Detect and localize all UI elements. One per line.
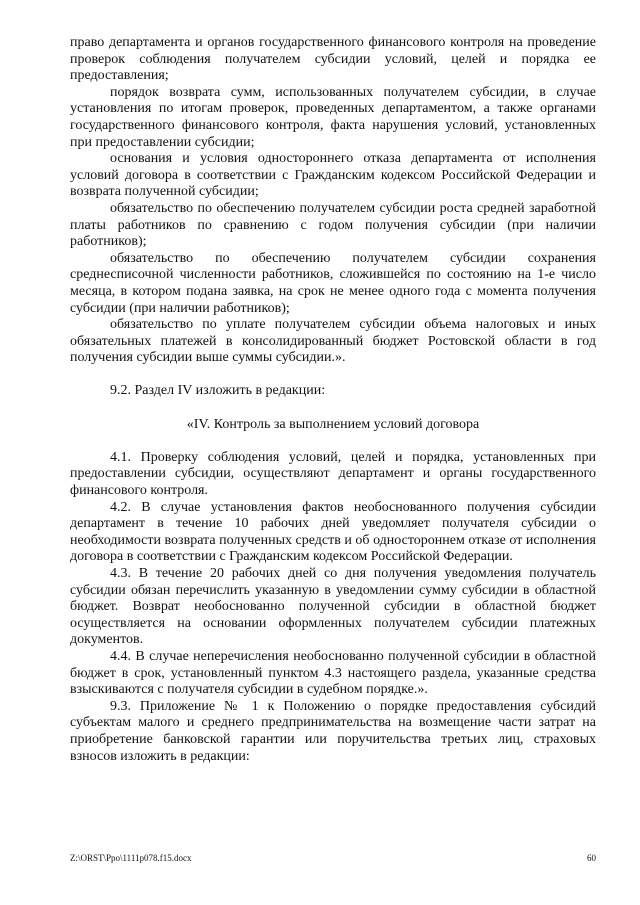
paragraph: обязательство по обеспечению получателем субсидии сохранения среднесписочной численности работников, сложившейся по состоянию на 1-е число месяца, в котором подана заявка, на срок не менее одного года с момента получения субсидии (при наличии работников); <box>70 250 596 316</box>
paragraph: 4.4. В случае неперечисления необоснованно полученной субсидии в областной бюджет в срок, установленный пунктом 4.3 настоящего раздела, указанные средства взыскиваются с получателя субсидии в судебном порядке.». <box>70 648 596 698</box>
clause-9-2: 9.2. Раздел IV изложить в редакции: <box>110 383 326 399</box>
spacer <box>70 433 596 450</box>
paragraph: обязательство по уплате получателем субсидии объема налоговых и иных обязательных платежей в консолидированный бюджет Ростовской области в год получения субсидии выше суммы субсидии.». <box>70 317 596 366</box>
document-body <box>70 35 596 765</box>
spacer <box>70 367 596 384</box>
paragraph: право департамента и органов государственного финансового контроля на проведение проверок соблюдения получателем субсидии условий, целей и порядка ее предоставления; <box>70 35 596 84</box>
page-footer <box>70 853 596 863</box>
paragraph: порядок возврата сумм, использованных получателем субсидии, в случае установления по итогам проверок, проведенных департаментом, а также органами государственного финансового контроля, факта нарушения условий, установленных при предоставлении субсидии; <box>70 84 596 150</box>
paragraph: 4.1. Проверку соблюдения условий, целей и порядка, установленных при предоставлении субсидии, осуществляют департамент и органы государственного финансового контроля. <box>70 449 596 499</box>
spacer <box>70 400 596 417</box>
page-number: 60 <box>587 853 596 863</box>
file-path: Z:\ORST\Ppo\1111p078.f15.docx <box>70 853 192 863</box>
paragraph: основания и условия одностороннего отказа департамента от исполнения условий договора в соответствии с Гражданским кодексом Российской Федерации и возврата полученной субсидии; <box>70 151 596 200</box>
paragraph: обязательство по обеспечению получателем субсидии роста средней заработной платы работников по сравнению с годом получения субсидии (при наличии работников); <box>70 200 596 250</box>
paragraph: 4.2. В случае установления фактов необоснованного получения субсидии департамент в течение 10 рабочих дней уведомляет получателя субсидии о необходимости возврата полученных средств и об одностороннем отказе от исполнения договора в соответствии с Гражданским кодексом Российской Федерации. <box>70 499 596 565</box>
clause-9-3: 9.3. Приложение № 1 к Положению о порядке предоставления субсидий субъектам малого и среднего предпринимательства на возмещение части затрат на приобретение банковской гарантии или поручительства третьих лиц, страховых взносов изложить в редакции: <box>70 698 596 764</box>
paragraph: 4.3. В течение 20 рабочих дней со дня получения уведомления получатель субсидии обязан перечислить указанную в уведомлении сумму субсидии в областной бюджет. Возврат необоснованно полученной субсидии в областной бюджет осуществляется на основании оформленных получателем субсидии платежных документов. <box>70 566 596 648</box>
section-title: «IV. Контроль за выполнением условий договора <box>186 416 480 432</box>
